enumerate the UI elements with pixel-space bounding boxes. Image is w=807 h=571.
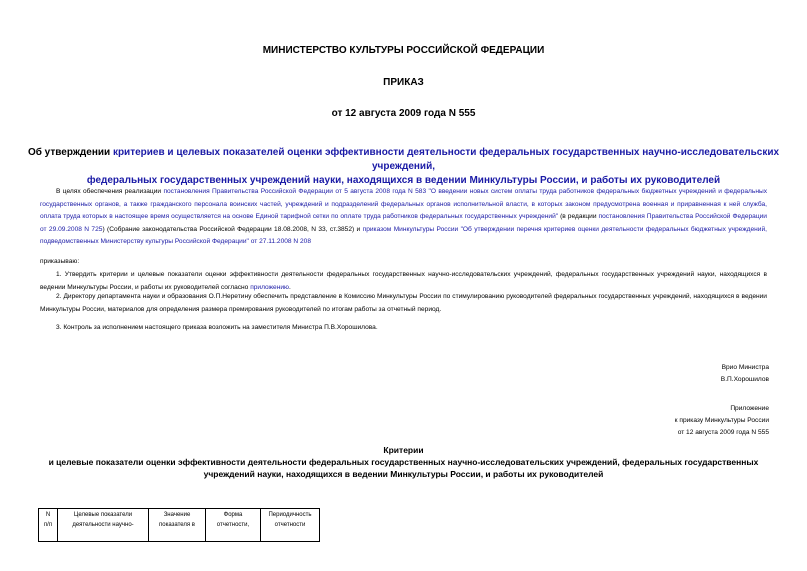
document-subject — [0, 146, 807, 188]
item-1-end: . — [288, 283, 291, 291]
preamble-text-3: ) (Собрание законодательства Российской Федерации 18.08.2008, N 33, ст.3852) и — [102, 225, 363, 233]
subject-prefix: Об утверждении — [27, 147, 113, 158]
criteria-subtitle-1: и целевые показатели оценки эффективности деятельности федеральных государственных научно-исследовательских учреждений, федеральных государственных — [48, 457, 759, 467]
item-1-text: 1. Утвердить критерии и целевые показатели оценки эффективности деятельности федеральных государственных научно-исследовательских учреждений, федеральных государственных учреждений науки, находящихся в ведении Минкультуры России, и работы их руководителей согласно — [40, 271, 767, 291]
criteria-subtitle-2: учреждений науки, находящихся в ведении Минкультуры России, и работы их руководителей — [203, 469, 604, 479]
preamble-text-2: (в редакции — [558, 213, 599, 220]
signature-block — [721, 362, 769, 386]
preamble-link-decree-583[interactable]: постановления Правительства Российской Федерации от 5 августа 2008 года N 583 "О введении новых систем оплаты труда работников федеральных бюджетных учреждений и федеральных государственных органов, а также гражданского персонала воинских частей, учреждений и подразделений федеральных органов исполнительной власти, в которых законом предусмотрена военная и приравненная к ней служба, оплата труда которых в настоящее время осуществляется на основе Единой тарифной сетки по оплате труда работников федеральных государственных учреждений" — [40, 188, 767, 220]
table-header-cell: Значение показателя в — [149, 509, 206, 542]
appendix-link[interactable]: приложению — [250, 283, 289, 291]
appendix-line-1: Приложение — [730, 405, 769, 412]
table-header-cell: Форма отчетности, — [206, 509, 261, 542]
preamble-link-decree-725[interactable]: постановления Правительства Российской Федерации от 29.09.2008 N 725 — [40, 213, 767, 233]
signature-name: В.П.Хорошилов — [720, 376, 769, 383]
table-header-cell: Целевые показатели деятельности научно- — [58, 509, 149, 542]
appendix-line-2: к приказу Минкультуры России — [674, 417, 769, 424]
criteria-heading — [0, 444, 807, 480]
criteria-table — [38, 508, 320, 542]
preamble-link-order-208[interactable]: приказом Минкультуры России "Об утверждении перечня критериев оценки деятельности федеральных бюджетных учреждений, подведомственных Министерству культуры Российской Федерации" от 27.11.2008 N 208 — [40, 225, 768, 245]
preamble-paragraph — [40, 186, 767, 249]
table-header-cell: Периодичность отчетности — [261, 509, 320, 542]
criteria-title: Критерии — [383, 445, 424, 455]
table-header-cell: N п/п — [39, 509, 58, 542]
order-word: приказываю: — [40, 258, 80, 265]
subject-link-2[interactable]: федеральных государственных учреждений науки, находящихся в ведении Минкультуры России, и работы их руководителей — [86, 175, 721, 186]
document-date-number: от 12 августа 2009 года N 555 — [331, 108, 476, 119]
item-2: 2. Директору департамента науки и образования О.П.Неретину обеспечить представление в Комиссию Минкультуры России по стимулированию руководителей федеральных государственных учреждений, находящихся в ведении Минкультуры России, материалов для определения размера премирования руководителей по итогам работы за отчетный период. — [40, 293, 767, 313]
document-type: ПРИКАЗ — [383, 77, 424, 88]
table-header-row — [39, 509, 320, 542]
appendix-block — [675, 403, 769, 439]
ministry-title: МИНИСТЕРСТВО КУЛЬТУРЫ РОССИЙСКОЙ ФЕДЕРАЦИИ — [262, 45, 545, 56]
subject-link-1[interactable]: критериев и целевых показателей оценки эффективности деятельности федеральных государственных научно-исследовательских учреждений, — [112, 147, 780, 172]
item-3: 3. Контроль за исполнением настоящего приказа возложить на заместителя Министра П.В.Хорошилова. — [56, 324, 378, 331]
appendix-line-3: от 12 августа 2009 года N 555 — [677, 429, 769, 436]
signature-role: Врио Министра — [721, 364, 769, 371]
preamble-text-1: В целях обеспечения реализации — [56, 188, 164, 195]
